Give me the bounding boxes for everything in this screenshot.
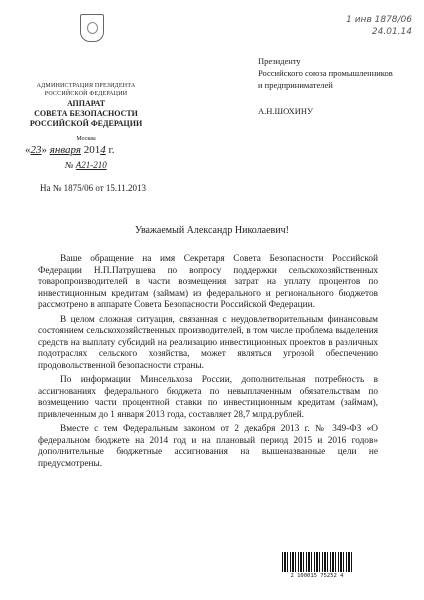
paragraph-4: Вместе с тем Федеральным законом от 2 декабря 2013 г. № 349-ФЗ «О федеральном бюджете на 2014 год и на плановый период 2015 и 2016 годов» дополнительные бюджетные ассигнования на вышеназванные цели не предусмотрены.: [38, 424, 378, 469]
apparatus-line-1: АППАРАТ: [66, 99, 106, 108]
barcode: [282, 552, 352, 579]
addressee-line-1: Президенту: [258, 56, 301, 66]
stamp-line-2: 24.01.14: [371, 27, 412, 37]
date-month: января: [49, 144, 81, 156]
apparatus-line-3: РОССИЙСКОЙ ФЕДЕРАЦИИ: [29, 119, 143, 128]
addressee-block: [258, 55, 418, 117]
number-value: А21-210: [75, 160, 107, 170]
barcode-number: 2 100015 75252 4: [290, 573, 344, 579]
barcode-bars: [282, 552, 352, 572]
coat-of-arms-icon: [80, 14, 104, 42]
number-prefix: №: [65, 160, 76, 170]
stamp-line-1: 1 инв 1878/06: [346, 15, 412, 25]
date-quote-close: »: [41, 144, 50, 156]
paragraph-3: По информации Минсельхоза России, дополнительная потребность в ассигнованиях федерального бюджета по невыплаченным обязательствам по возмещению части процентной ставки по инвестиционным кредитам (займам), привлеченным до 1 января 2013 года, составляет 28,7 млрд.рублей.: [38, 375, 378, 420]
sender-block: [18, 82, 154, 142]
addressee-line-2: Российского союза промышленников: [258, 68, 393, 78]
paragraph-2: В целом сложная ситуация, связанная с неудовлетворительным финансовым состоянием сельскохозяйственных производителей, в том числе проблема выделения средств на выплату субсидий на реализацию инвестиционных проектов в различных подотраслях сельского хозяйства, может являться угрозой обеспечению продовольственной безопасности страны.: [38, 314, 378, 371]
city: Москва: [76, 136, 96, 142]
paragraph-1: Ваше обращение на имя Секретаря Совета Безопасности Российской Федерации Н.П.Патрушева по вопросу поддержки сельскохозяйственных товаропроизводителей в части возмещения затрат на уплату процентов по инвестиционным кредитам (займам) из федерального и регионального бюджетов рассмотрено в аппарате Совета Безопасности Российской Федерации.: [38, 254, 378, 310]
apparatus-line-2: СОВЕТА БЕЗОПАСНОСТИ: [34, 109, 138, 118]
letter-body: [38, 254, 378, 473]
admin-line-1: АДМИНИСТРАЦИЯ ПРЕЗИДЕНТА: [36, 83, 136, 89]
registration-stamp: [332, 14, 412, 38]
admin-line-2: РОССИЙСКОЙ ФЕДЕРАЦИИ: [44, 91, 128, 97]
greeting: Уважаемый Александр Николаевич!: [135, 225, 289, 236]
letter-date: [25, 144, 160, 156]
date-quote-open: «: [25, 144, 31, 156]
addressee-name: А.Н.ШОХИНУ: [258, 106, 314, 116]
date-year-prefix: 201: [81, 144, 101, 156]
date-year-suffix: 4: [100, 144, 106, 156]
addressee-line-3: и предпринимателей: [258, 80, 333, 90]
date-day: 23: [30, 144, 42, 156]
outgoing-number: [65, 160, 107, 170]
date-suffix: г.: [105, 144, 115, 156]
reference-line: На № 1875/06 от 15.11.2013: [40, 183, 147, 193]
